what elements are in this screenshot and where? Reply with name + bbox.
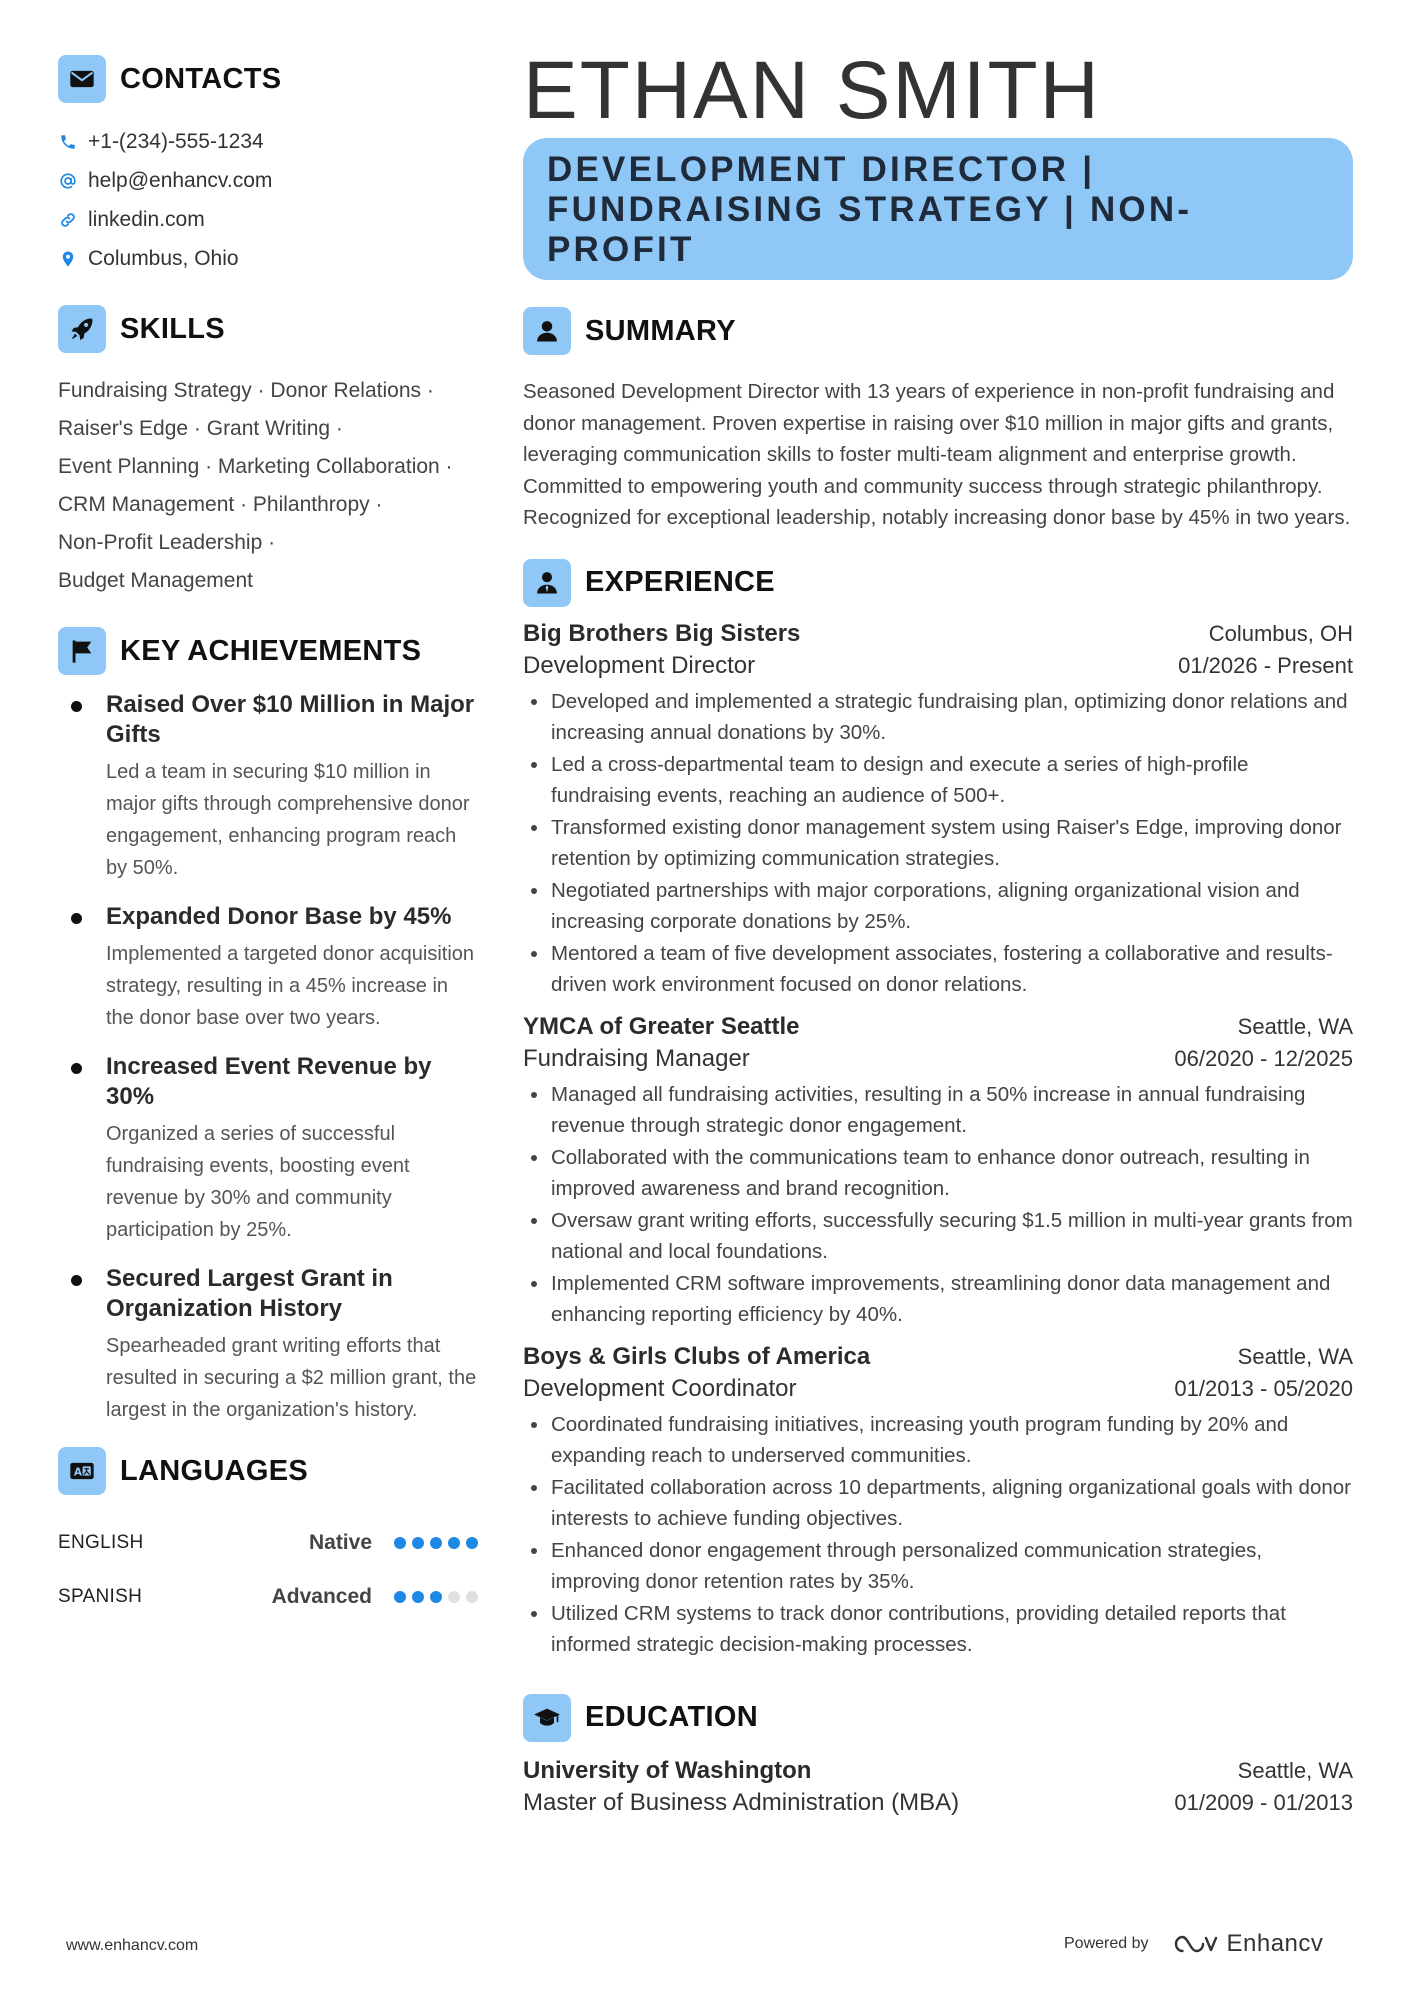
rocket-icon — [58, 305, 106, 353]
phone-text: +1-(234)-555-1234 — [88, 129, 264, 153]
bullet-icon — [71, 1063, 82, 1074]
achievement-description: Organized a series of successful fundraising events, boosting event revenue by 30% and community participation by 25%. — [106, 1123, 410, 1241]
school-location: Seattle, WA — [1237, 1757, 1353, 1783]
job-entry — [523, 1343, 1353, 1661]
languages-section-header — [58, 1446, 478, 1496]
language-row — [58, 1516, 478, 1570]
job-bullet: Utilized CRM systems to track donor contributions, providing detailed reports that informed strategic decision-making processes. — [523, 1598, 1353, 1661]
language-level: Advanced — [271, 1585, 372, 1608]
achievement-title: Secured Largest Grant in Organization History — [106, 1265, 393, 1322]
job-bullet: Coordinated fundraising initiatives, increasing youth program funding by 20% and expanding reach to underserved communities. — [523, 1409, 1353, 1472]
proficiency-dot-empty — [448, 1591, 460, 1603]
proficiency-dot-filled — [394, 1591, 406, 1603]
skills-line: Non-Profit Leadership · — [58, 531, 276, 554]
education-entry — [523, 1757, 1353, 1817]
contact-location — [58, 239, 478, 278]
contacts-list — [58, 122, 478, 278]
language-name: SPANISH — [58, 1586, 143, 1607]
user-icon — [523, 307, 571, 355]
job-location: Seattle, WA — [1237, 1013, 1353, 1039]
proficiency-dot-empty — [466, 1591, 478, 1603]
contact-email[interactable] — [58, 161, 478, 200]
bullet-icon — [71, 913, 82, 924]
skills-heading: SKILLS — [120, 312, 225, 345]
achievement-title: Increased Event Revenue by 30% — [106, 1053, 432, 1110]
graduation-cap-icon — [523, 1694, 571, 1742]
job-location: Columbus, OH — [1208, 620, 1353, 646]
skills-line: CRM Management · Philanthropy · — [58, 493, 383, 516]
achievement-item — [58, 902, 478, 1034]
proficiency-dots — [394, 1537, 478, 1549]
flag-icon — [58, 627, 106, 675]
website-text: linkedin.com — [88, 207, 205, 231]
job-company: Boys & Girls Clubs of America — [523, 1342, 871, 1370]
education-heading: EDUCATION — [585, 1701, 758, 1733]
proficiency-dot-filled — [394, 1537, 406, 1549]
summary-heading: SUMMARY — [585, 314, 736, 347]
summary-section-header — [523, 306, 1353, 356]
job-bullet: Collaborated with the communications team to enhance donor outreach, resulting in improved awareness and brand recognition. — [523, 1142, 1353, 1205]
at-sign-icon — [58, 171, 78, 191]
proficiency-dot-filled — [448, 1537, 460, 1549]
skills-list — [58, 372, 478, 600]
degree: Master of Business Administration (MBA) — [523, 1788, 960, 1816]
candidate-name: ETHAN SMITH — [523, 45, 1101, 136]
achievement-item — [58, 1052, 478, 1246]
skills-line: Fundraising Strategy · Donor Relations · — [58, 379, 434, 402]
job-dates: 01/2026 - Present — [1178, 652, 1353, 678]
map-pin-icon — [58, 249, 78, 269]
languages-list — [58, 1516, 478, 1624]
skills-line: Raiser's Edge · Grant Writing · — [58, 417, 343, 440]
job-bullet: Led a cross-departmental team to design and execute a series of high-profile fundraising events, reaching an audience of 500+. — [523, 749, 1353, 812]
location-text: Columbus, Ohio — [88, 246, 239, 270]
language-level: Native — [308, 1531, 372, 1554]
skills-section-header — [58, 304, 478, 354]
school-name: University of Washington — [523, 1756, 812, 1784]
translate-icon — [58, 1447, 106, 1495]
summary-text: Seasoned Development Director with 13 years of experience in non-profit fundraising and donor management. Proven expertise in raising over $10 million in major gifts and grants, leveraging communication skills to foster multi-team alignment and enterprise growth. Committed to empowering youth and community success through strategic philanthropy. Recognized for exceptional leadership, notably increasing donor base by 45% in two years. — [523, 380, 1351, 529]
proficiency-dots — [394, 1591, 478, 1603]
phone-icon — [58, 132, 78, 152]
job-company: Big Brothers Big Sisters — [523, 619, 801, 647]
proficiency-dot-filled — [412, 1537, 424, 1549]
enhancv-logo[interactable] — [1173, 1930, 1324, 1958]
job-bullet: Negotiated partnerships with major corporations, aligning organizational vision and increasing corporate donations by 25%. — [523, 875, 1353, 938]
job-dates: 06/2020 - 12/2025 — [1174, 1045, 1353, 1071]
footer-website[interactable]: www.enhancv.com — [66, 1937, 199, 1954]
job-bullets — [523, 1079, 1353, 1331]
link-icon — [58, 210, 78, 230]
enhancv-logo-icon — [1173, 1932, 1219, 1956]
achievement-title: Raised Over $10 Million in Major Gifts — [106, 691, 475, 748]
contacts-section-header — [58, 54, 478, 104]
job-location: Seattle, WA — [1237, 1343, 1353, 1369]
job-role: Fundraising Manager — [523, 1044, 750, 1072]
brand-name: Enhancv — [1226, 1930, 1324, 1957]
job-bullet: Transformed existing donor management system using Raiser's Edge, improving donor retention by optimizing communication strategies. — [523, 812, 1353, 875]
contacts-heading: CONTACTS — [120, 62, 282, 95]
job-dates: 01/2013 - 05/2020 — [1174, 1375, 1353, 1401]
bullet-icon — [71, 1275, 82, 1286]
proficiency-dot-filled — [412, 1591, 424, 1603]
language-name: ENGLISH — [58, 1532, 144, 1553]
skills-line: Event Planning · Marketing Collaboration · — [58, 455, 453, 478]
achievement-title: Expanded Donor Base by 45% — [106, 903, 452, 930]
experience-heading: EXPERIENCE — [585, 566, 775, 598]
language-row — [58, 1570, 478, 1624]
job-bullet: Enhanced donor engagement through personalized communication strategies, improving donor retention rates by 35%. — [523, 1535, 1353, 1598]
achievements-list — [58, 690, 478, 1426]
job-bullet: Implemented CRM software improvements, streamlining donor data management and enhancing reporting efficiency by 40%. — [523, 1268, 1353, 1331]
education-dates: 01/2009 - 01/2013 — [1174, 1789, 1353, 1815]
achievements-section-header — [58, 626, 478, 676]
achievement-description: Spearheaded grant writing efforts that resulted in securing a $2 million grant, the largest in the organization's history. — [106, 1335, 477, 1421]
contact-phone[interactable] — [58, 122, 478, 161]
job-bullet: Mentored a team of five development associates, fostering a collaborative and results-driven work environment focused on donor relations. — [523, 938, 1353, 1001]
achievement-item — [58, 1264, 478, 1426]
powered-by-text: Powered by — [1064, 1935, 1149, 1952]
languages-heading: LANGUAGES — [120, 1454, 308, 1487]
achievement-description: Implemented a targeted donor acquisition strategy, resulting in a 45% increase in the donor base over two years. — [106, 943, 475, 1029]
job-title-banner: DEVELOPMENT DIRECTOR | FUNDRAISING STRATEGY | NON-PROFIT — [523, 138, 1353, 280]
footer-branding — [1064, 1930, 1323, 1958]
achievement-description: Led a team in securing $10 million in major gifts through comprehensive donor engagement, enhancing program reach by 50%. — [106, 761, 470, 879]
job-entry — [523, 620, 1353, 1001]
job-role: Development Director — [523, 651, 756, 679]
proficiency-dot-filled — [430, 1591, 442, 1603]
email-text: help@enhancv.com — [88, 168, 273, 192]
left-column — [58, 54, 478, 1624]
svg-text:A: A — [73, 1466, 82, 1479]
proficiency-dot-filled — [430, 1537, 442, 1549]
briefcase-user-icon — [523, 559, 571, 607]
job-bullet: Developed and implemented a strategic fundraising plan, optimizing donor relations and increasing annual donations by 30%. — [523, 686, 1353, 749]
bullet-icon — [71, 701, 82, 712]
job-bullets — [523, 1409, 1353, 1661]
contact-website[interactable] — [58, 200, 478, 239]
experience-section-header — [523, 558, 1353, 608]
job-bullet: Managed all fundraising activities, resulting in a 50% increase in annual fundraising revenue through strategic donor engagement. — [523, 1079, 1353, 1142]
right-column — [523, 44, 1353, 1817]
education-section-header — [523, 1693, 1353, 1743]
job-bullet: Oversaw grant writing efforts, successfully securing $1.5 million in multi-year grants from national and local foundations. — [523, 1205, 1353, 1268]
job-bullet: Facilitated collaboration across 10 departments, aligning organizational goals with donor interests to achieve funding objectives. — [523, 1472, 1353, 1535]
proficiency-dot-filled — [466, 1537, 478, 1549]
job-company: YMCA of Greater Seattle — [523, 1012, 800, 1040]
job-entry — [523, 1013, 1353, 1331]
job-role: Development Coordinator — [523, 1374, 797, 1402]
job-bullets — [523, 686, 1353, 1001]
skills-line: Budget Management — [58, 569, 253, 592]
envelope-icon — [58, 55, 106, 103]
achievements-heading: KEY ACHIEVEMENTS — [120, 634, 422, 667]
achievement-item — [58, 690, 478, 884]
